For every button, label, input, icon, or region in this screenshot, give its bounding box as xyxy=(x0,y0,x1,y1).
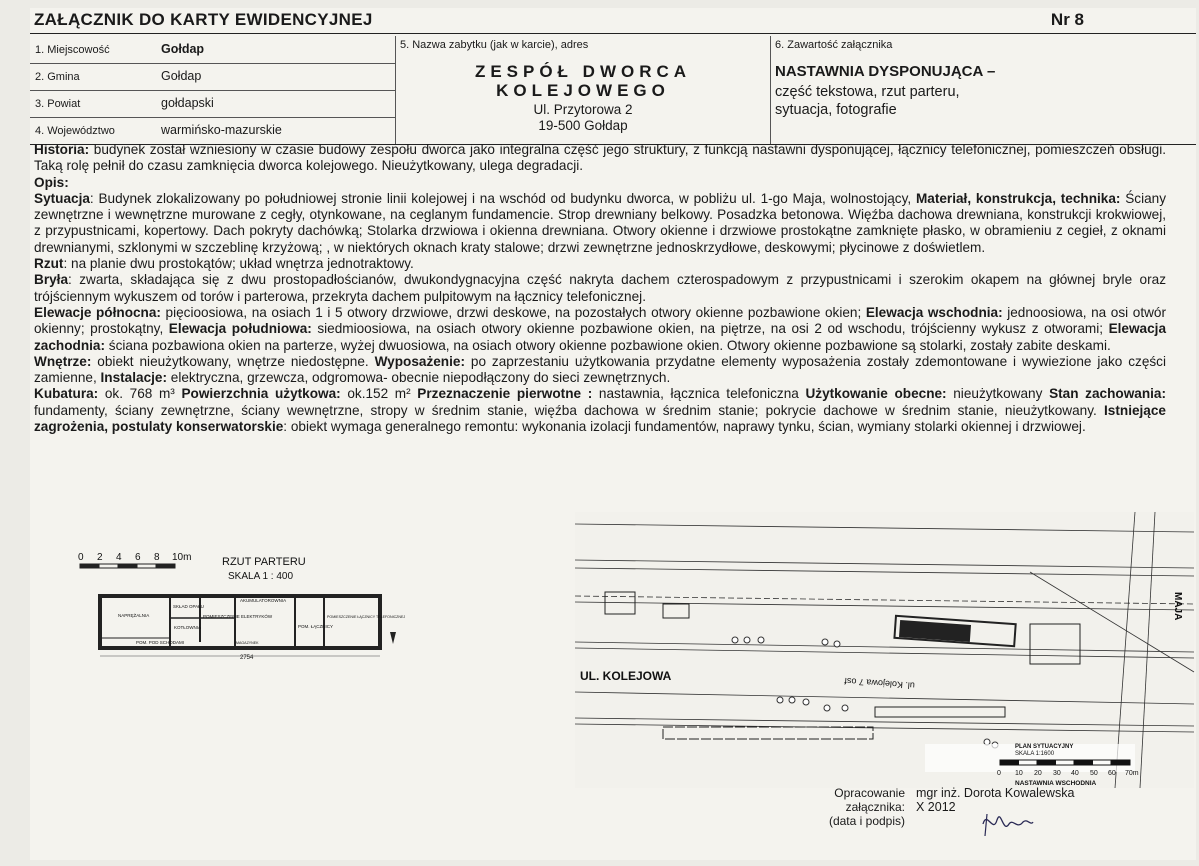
heading-opis: Opis: xyxy=(34,174,69,190)
heading-powierzchnia: Powierzchnia użytkowa: xyxy=(181,386,341,402)
room-label: MAGAZYNEK xyxy=(236,641,259,645)
heading-historia: Historia: xyxy=(34,142,90,157)
text-powierzchnia: ok.152 m² xyxy=(340,386,418,402)
rzut-paragraph xyxy=(34,256,1166,272)
field-value: Gołdap xyxy=(161,42,205,56)
room-label: POM. ŁĄCZNICY xyxy=(298,624,334,629)
author-name: mgr inż. Dorota Kowalewska xyxy=(916,786,1075,800)
scale-bar xyxy=(80,564,175,568)
heading-przeznaczenie: Przeznaczenie pierwotne : xyxy=(417,386,593,402)
text-wnetrze: obiekt nieużytkowany, wnętrze niedostępne. xyxy=(91,353,375,369)
historia-paragraph xyxy=(34,142,1166,175)
field-label: 3. Powiat xyxy=(35,98,81,110)
plan-tick: 2 xyxy=(97,552,103,563)
room-label: POMIESZCZENIE ŁĄCZNICY TELEFONICZNEJ xyxy=(327,615,406,619)
text-rzut: : na planie dwu prostokątów; układ wnętrza jednotraktowy. xyxy=(63,256,414,272)
contents-line: sytuacja, fotografie xyxy=(775,102,897,118)
text-przeznaczenie: nastawnia, łącznica telefoniczna xyxy=(592,386,806,402)
wnetrze-paragraph xyxy=(34,354,1166,387)
room-label: AKUMULATOROWNIA xyxy=(240,598,287,603)
text-stan: fundamenty, ściany zewnętrzne, ściany wewnętrzne, stropy w średnim stanie, więźba dachowa w średnim stanie; pokrycie dachowe w średnim stanie, nieużytkowany. xyxy=(34,402,1105,418)
street-label: MAJA xyxy=(1172,592,1183,621)
contents-description xyxy=(775,83,1075,119)
street-label: UL. KOLEJOWA xyxy=(580,669,672,683)
room-label: SKŁAD OPAŁU xyxy=(173,604,204,609)
text-wyposazenie: po zaprzestaniu użytkowania przydatne elementy wyposażenia zostały zdemontowane i wywiezione jako części zamienne, xyxy=(34,353,1166,386)
field-row xyxy=(30,90,395,118)
field-value: warmińsko-mazurskie xyxy=(161,123,282,137)
site-plan-scale: SKALA 1:1600 xyxy=(1015,751,1055,757)
field-value: Gołdap xyxy=(161,69,202,83)
heading-elewacja-zachodnia: Elewacja zachodnia: xyxy=(34,321,1167,353)
site-tick: 10 xyxy=(1015,770,1023,777)
heading-bryla: Bryła xyxy=(34,272,69,288)
heading-wyposazenie: Wyposażenie: xyxy=(374,353,465,369)
heading-material: Materiał, konstrukcja, technika: xyxy=(915,190,1121,206)
site-tick: 70m xyxy=(1125,770,1139,777)
monument-box xyxy=(396,36,771,145)
elewacje-paragraph xyxy=(34,305,1166,354)
site-tick: 50 xyxy=(1090,770,1098,777)
text-sytuacja: : Budynek zlokalizowany po południowej stronie linii kolejowej i na wschód od budynku dworca, w pobliżu ul. 1-go Maja, wolnostojący, xyxy=(89,190,916,206)
site-tick: 0 xyxy=(997,770,1001,777)
heading-zagrozenia: Istniejące zagrożenia, postulaty konserwatorskie xyxy=(34,402,1166,435)
heading-wnetrze: Wnętrze: xyxy=(34,353,92,369)
handwritten-signature xyxy=(975,804,1035,844)
site-plan-title: PLAN SYTUACYJNY xyxy=(1015,744,1074,750)
location-fields xyxy=(30,36,396,145)
plan-tick: 6 xyxy=(135,552,141,563)
room-label: NAPRĘŻALNIA xyxy=(118,613,150,618)
street-label: ul. Kolejowa 7 osf xyxy=(844,675,916,691)
heading-sytuacja: Sytuacja xyxy=(34,190,90,206)
sytuacja-paragraph xyxy=(34,191,1166,256)
kubatura-paragraph xyxy=(34,386,1166,435)
signature-date: X 2012 xyxy=(916,800,956,814)
site-caption: NASTAWNIA WSCHODNIA xyxy=(1015,780,1097,787)
signature-label: Opracowanie załącznika: xyxy=(834,786,905,814)
text-elewacja-poludniowa: siedmioosiowa, na osiach otwory okienne pozbawione okien, na piętrze, na osi 2 od wschodu, trójścienny wykusz z otworami; xyxy=(311,321,1109,337)
address-city: 19-500 Gołdap xyxy=(538,118,628,133)
monument-label: 5. Nazwa zabytku (jak w karcie), adres xyxy=(400,39,589,51)
signature-labels xyxy=(780,786,905,828)
field-label: 2. Gmina xyxy=(35,71,80,83)
text-elewacja-polnocna: pięcioosiowa, na osiach 1 i 5 otwory drzwiowe, drzwi deskowe, na pozostałych otwory okienne pozbawione okien; xyxy=(160,304,866,320)
text-elewacja-wschodnia: jednoosiowa, na osi otwór okienny; prostokątny, xyxy=(34,304,1166,337)
field-row xyxy=(30,63,395,91)
room-label: POM. POD SCHODAMI xyxy=(136,640,185,645)
site-plan-map xyxy=(575,512,1194,788)
plan-tick: 4 xyxy=(116,552,122,563)
site-tick: 60 xyxy=(1108,770,1116,777)
heading-uzytkowanie: Użytkowanie obecne: xyxy=(805,386,947,402)
plan-tick: 10m xyxy=(172,552,192,563)
ground-floor-plan xyxy=(70,546,406,670)
contents-line: część tekstowa, rzut parteru, xyxy=(775,84,960,100)
plan-dimension: 2754 xyxy=(240,655,254,661)
plan-tick: 0 xyxy=(78,552,84,563)
heading-elewacja-polnocna: Elewacje północna: xyxy=(34,304,161,320)
text-instalacje: elektryczna, grzewcza, odgromowa- obecnie niepodłączony do sieci zewnętrznych. xyxy=(167,370,671,386)
site-tick: 30 xyxy=(1053,770,1061,777)
field-label: 4. Województwo xyxy=(35,125,115,137)
text-kubatura: ok. 768 m³ xyxy=(98,386,182,402)
plan-tick: 8 xyxy=(154,552,160,563)
monument-address xyxy=(396,102,770,134)
field-row xyxy=(30,117,395,144)
room-label: KOTŁOWNIA xyxy=(174,625,202,630)
contents-box xyxy=(771,36,1195,145)
heading-instalacje: Instalacje: xyxy=(100,370,167,386)
text-material: Ściany zewnętrzne i wewnętrzne murowane z cegły, otynkowane, na ceglanym fundamencie. Strop drewniany belkowy. Posadzka betonowa. Więźba dachowa drewniana, konstrukcji krokwiowej, z przypustnicami, kopertowy. Dach pokryty dachówką; Stolarka drzwiowa i okienna drewniana. Otwory okienne i drzwiowe prostokątne zamknięte płasko, w obramieniu z cegieł, z oknami drewnianymi, szklonymi w szczeblinę krzyżową; , w niektórych oknach kraty stalowe; drzwi zewnętrzne jednoskrzydłowe, deskowymi; płycinowe z doświetlem. xyxy=(34,190,1167,255)
plan-title: RZUT PARTERU xyxy=(222,556,306,568)
top-rule xyxy=(30,33,1196,34)
attachment-sheet xyxy=(30,8,1196,860)
heading-rzut: Rzut xyxy=(34,256,64,272)
heading-stan: Stan zachowania: xyxy=(1049,386,1166,402)
document-title: ZAŁĄCZNIK DO KARTY EWIDENCYJNEJ xyxy=(34,10,373,29)
text-zagrozenia: : obiekt wymaga generalnego remontu: wykonania izolacji fundamentów, naprawy tynku, ścian, wymiany stolarki okiennej i drzwiowej. xyxy=(283,419,1086,435)
document-number: Nr 8 xyxy=(1050,10,1084,29)
bryla-paragraph xyxy=(34,272,1166,305)
header-table xyxy=(30,36,1196,145)
signature-sublabel: (data i podpis) xyxy=(828,814,905,828)
contents-label: 6. Zawartość załącznika xyxy=(775,39,893,51)
text-bryla: : zwarta, składająca się z dwu prostopadłościanów, dwukondygnacyjna część nakryta dachem czterospadowym z przypustnicami i szerokim okapem na głównej bryle oraz trójściennym wykuszem od torów i parterowa, przekryta dachem pulpitowym na łącznicy telefonicznej. xyxy=(34,272,1166,304)
address-street: Ul. Przytorowa 2 xyxy=(533,102,633,117)
heading-kubatura: Kubatura: xyxy=(34,386,99,402)
description-text xyxy=(34,142,1166,435)
north-arrow-icon xyxy=(390,632,396,644)
monument-name xyxy=(396,62,770,100)
heading-elewacja-wschodnia: Elewacja wschodnia: xyxy=(865,304,1003,320)
plan-scale: SKALA 1 : 400 xyxy=(228,571,294,582)
field-value: gołdapski xyxy=(161,96,214,110)
text-historia: budynek został wzniesiony w czasie budowy zespołu dworca jako integralna część jego struktury, z funkcją nastawni dysponującej, łącznicy telefonicznej, pomieszczeń obsługi. Taką rolę pełnił do czasu zamknięcia dworca kolejowego. Nieużytkowany, ulega degradacji. xyxy=(34,142,1166,174)
monument-name-line: ZESPÓŁ DWORCA xyxy=(474,62,692,81)
site-tick: 20 xyxy=(1034,770,1042,777)
site-tick: 40 xyxy=(1071,770,1079,777)
text-elewacja-zachodnia: ściana pozbawiona okien na parterze, wyżej dwuosiowa, na osiach otwory okienne pozbawione okien. Otwory okienne pozbawione są stolarki, zostały zabite deskami. xyxy=(105,337,1111,353)
opis-heading xyxy=(34,175,1166,191)
monument-name-line: KOLEJOWEGO xyxy=(496,81,670,100)
text-uzytkowanie: nieużytkowany xyxy=(946,386,1050,402)
heading-elewacja-poludniowa: Elewacja południowa: xyxy=(168,321,312,337)
field-row xyxy=(30,36,395,64)
field-label: 1. Miejscowość xyxy=(35,44,110,56)
contents-title: NASTAWNIA DYSPONUJĄCA – xyxy=(775,63,996,80)
room-label: POMIESZCZENIE ELEKTRYKÓW xyxy=(203,614,273,619)
